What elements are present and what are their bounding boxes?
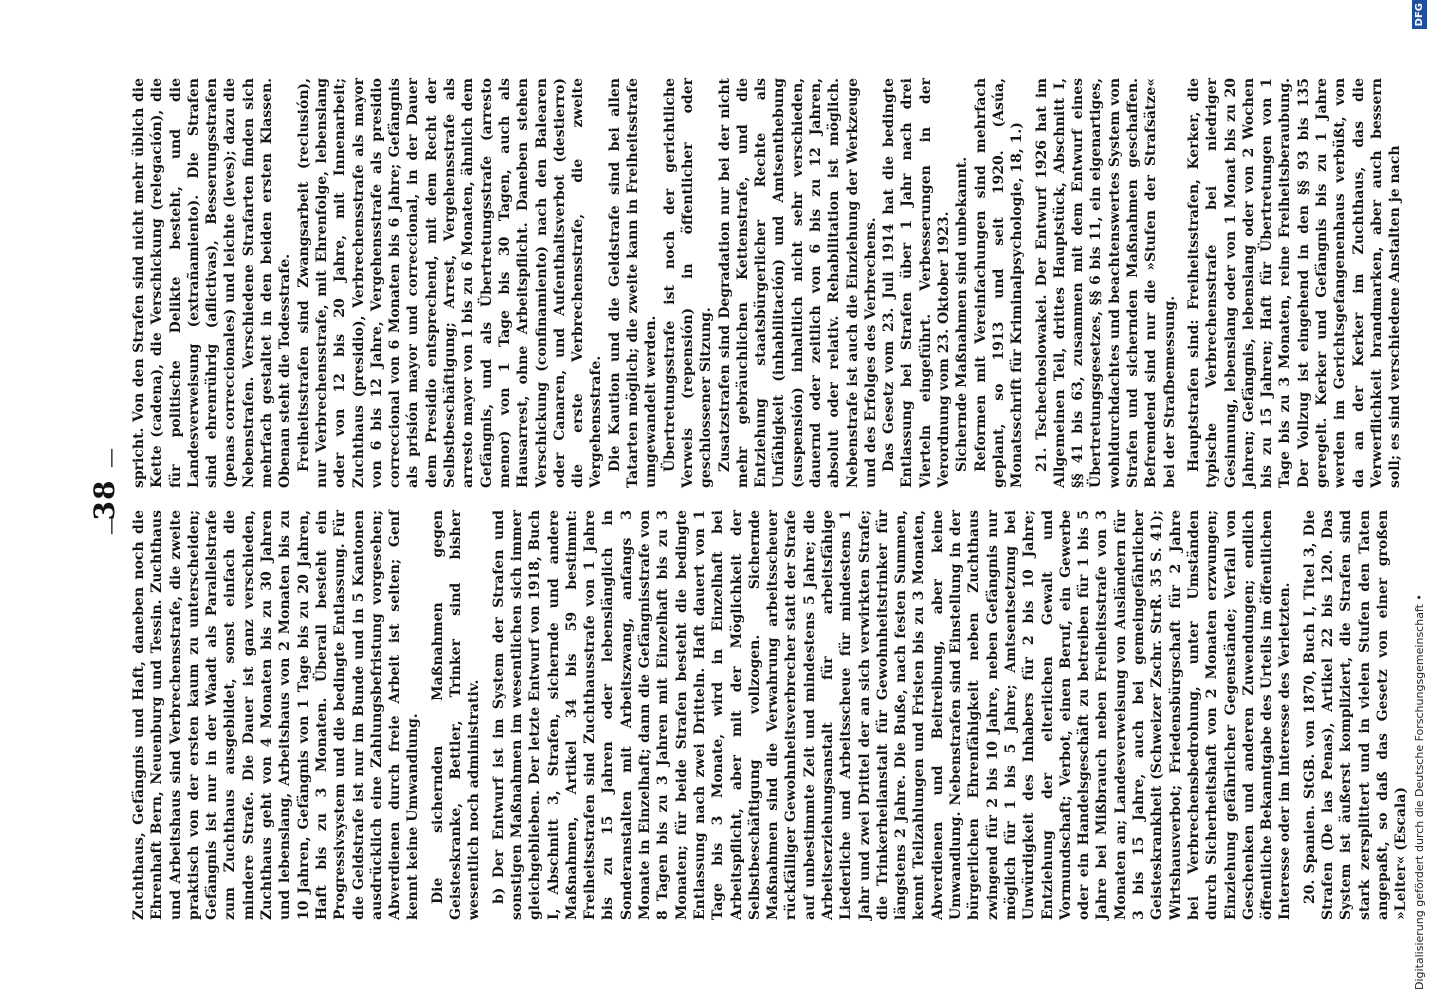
paragraph: Reformen mit Vereinfachungen sind mehrfach geplant, so 1913 und seit 1920. (Asúa, Monatsschrift für Kriminalpsychologie, 18, 1.) — [972, 78, 1026, 488]
paragraph: Freiheitsstrafen sind Zwangsarbeit (reclusión), nur Verbrechensstrafe, mit Ehrenfolge, lebenslang oder von 12 bis 20 Jahre, mit Innenarbeit; Zuchthaus (presidio), Verbrechensstrafe als mayor von 6 bis 12 Jahre, Vergehensstrafe als presidio correccional von 6 Monaten bis 6 Jahre; Gefängnis als prisión mayor und correccional, in der Dauer dem Presidio entsprechend, mit dem Recht der Selbstbeschäftigung; Arrest, Vergehensstrafe als arresto mayor von 1 bis zu 6 Monaten, ähnlich dem Gefängnis, und als Übertretungsstrafe (arresto menor) von 1 Tage bis 30 Tagen, auch als Hausarrest, ohne Arbeitspflicht. Daneben stehen Verschickung (confinamiento) nach den Balearen oder Canaren, und Aufenthaltsverbot (destierro) die erste Verbrechensstrafe, die zweite Vergehensstrafe. — [295, 78, 605, 488]
page-header — [86, 80, 126, 920]
paragraph: 21. Tschechoslowakei. Der Entwurf 1926 hat im Allgemeinen Teil, drittes Hauptstück, Abschnitt I, §§ 41 bis 63, zusammen mit dem Entwurf eines Übertretungsgesetzes, §§ 6 bis 11, ein eigenartiges, wohldurchdachtes und beachtenswertes System von Strafen und sichernden Maßnahmen geschaffen. Befremdend sind nur die »Stufen der Strafsätze« bei der Strafbemessung. — [1033, 78, 1178, 488]
page-number: 38 — [88, 479, 121, 521]
paragraph: Die sichernden Maßnahmen gegen Geisteskranke, Bettler, Trinker sind bisher wesentlich noch administrativ. — [429, 510, 483, 920]
header-dash-right: — — [98, 448, 122, 468]
paragraph: Zuchthaus, Gefängnis und Haft, daneben noch die Ehrenhaft Bern, Neuenburg und Tessin. Zuchthaus und Arbeitshaus sind Verbrechensstrafe, die zweite praktisch von der ersten kaum zu unterscheiden; Gefängnis ist nur in der Waadt als Parallelstrafe zum Zuchthaus ausgebildet, sonst einfach die mindere Strafe. Die Dauer ist ganz verschieden, Zuchthaus geht von 4 Monaten bis zu 30 Jahren und lebenslang, Arbeitshaus von 2 Monaten bis zu 10 Jahren, Gefängnis von 1 Tage bis zu 20 Jahren, Haft bis zu 3 Monaten. Überall besteht ein Progressivsystem und die bedingte Entlassung. Für die Geldstrafe ist nur im Bunde und in 5 Kantonen ausdrücklich eine Zahlungsbefristung vorgesehen; Abverdienen durch freie Arbeit ist selten; Genf kennt keine Umwandlung. — [131, 510, 422, 920]
paragraph: Zusatzstrafen sind Degradation nur bei der nicht mehr gebräuchlichen Kettenstrafe, und die Entziehung staatsbürgerlicher Rechte als Unfähigkeit (inhabilitación) und Amtsenthebung (suspensión) inhaltlich nicht sehr verschieden, dauernd oder zeitlich von 6 bis zu 12 Jahren, absolut oder relativ. Rehabilitation ist möglich. Nebenstrafe ist auch die Einziehung der Werkzeuge und des Erfolges des Verbrechens. — [716, 78, 879, 488]
right-text-column — [130, 78, 1404, 488]
dfg-logo: DFG — [1412, 0, 1427, 29]
paragraph: Sichernde Maßnahmen sind unbekannt. — [954, 156, 971, 472]
paragraph: Hauptstrafen sind: Freiheitsstrafen, Kerker, die typische Verbrechensstrafe bei niedriger Gesinnung, lebenslang oder von 1 Monat bis zu 20 Jahren; Gefängnis, lebenslang oder von 2 Wochen bis zu 15 Jahren; Haft für Übertretungen von 1 Tage bis zu 3 Monaten, reine Freiheitsberaubung. Der Vollzug ist eingehend in den §§ 93 bis 135 geregelt. Kerker und Gefängnis bis zu 1 Jahre werden im Gerichtsgefangenenhaus verbüßt, von da an der Kerker im Zuchthaus, das die Verwerflichkeit brandmarken, aber auch bessern soll; es sind verschiedene Anstalten je nach — [1185, 78, 1404, 488]
paragraph: b) Der Entwurf ist im System der Strafen und sonstigen Maßnahmen im wesentlichen sich immer gleichgeblieben. Der letzte Entwurf von 1918, Buch I, Abschnitt 3, Strafen, sichernde und andere Maßnahmen, Artikel 34 bis 59 bestimmt: Freiheitsstrafen sind Zuchthausstrafe von 1 Jahre bis zu 15 Jahren oder lebenslänglich in Sonderanstalten mit Arbeitszwang, anfangs 3 Monate in Einzelhaft; dann die Gefängnisstrafe von 8 Tagen bis zu 3 Jahren mit Einzelhaft bis zu 3 Monaten; für beide Strafen besteht die bedingte Entlassung nach zwei Dritteln. Haft dauert von 1 Tage bis 3 Monate, wird in Einzelhaft bei Arbeitspflicht, aber mit der Möglichkeit der Selbstbeschäftigung vollzogen. Sichernde Maßnahmen sind die Verwahrung arbeitsscheuer rückfälliger Gewohnheitsverbrecher statt der Strafe auf unbestimmte Zeit und mindestens 5 Jahre; die Arbeitserziehungsanstalt für arbeitsfähige Liederliche und Arbeitsscheue für mindestens 1 Jahr und zwei Drittel der an sich verwirkten Strafe; die Trinkerheilanstalt für Gewohnheitstrinker für längstens 2 Jahre. Die Buße, nach festen Summen, kennt Teilzahlungen und Fristen bis zu 3 Monaten, Abverdienen und Beitreibung, aber keine Umwandlung. Nebenstrafen sind Einstellung in der bürgerlichen Ehrenfähigkeit neben Zuchthaus zwingend für 2 bis 10 Jahre, neben Gefängnis nur möglich für 1 bis 5 Jahre; Amtsentsetzung bei Unwürdigkeit des Inhabers für 2 bis 10 Jahre; Entziehung der elterlichen Gewalt und Vormundschaft; Verbot, einen Beruf, ein Gewerbe oder ein Handelsgeschäft zu betreiben für 1 bis 5 Jahre bei Mißbrauch neben Freiheitsstrafe von 3 Monaten an; Landesverweisung von Ausländern für 3 bis 15 Jahre, auch bei gemeingefährlicher Geisteskrankheit (Schweizer Zschr. StrR. 35 S. 41); Wirtshausverbot; Friedensbürgschaft für 2 Jahre bei Verbrechensbedrohung, unter Umständen durch Sicherheitshaft von 2 Monaten erzwungen; Einziehung gefährlicher Gegenstände; Verfall von Geschenken und anderen Zuwendungen; endlich öffentliche Bekanntgabe des Urteils im öffentlichen Interesse oder im Interesse des Verletzten. — [490, 510, 1294, 920]
paragraph: Das Gesetz vom 23. Juli 1914 hat die bedingte Entlassung bei Strafen über 1 Jahr nach drei Vierteln eingeführt. Verbesserungen in der Verordnung vom 23. Oktober 1923. — [881, 78, 953, 488]
paragraph: 20. Spanien. StGB. von 1870, Buch I, Titel 3, Die Strafen (De las Penas), Artikel 22 bis 120. Das System ist äußerst kompliziert, die Strafen sind stark zersplittert und in vielen Stufen den Taten angepaßt, so daß das Gesetz von einer großen »Leiter« (Escala) — [1301, 510, 1410, 920]
digitization-credit — [1410, 0, 1430, 990]
left-text-column — [130, 510, 1410, 920]
rotated-page-content — [86, 78, 1410, 920]
header-dash-left: — — [98, 515, 122, 535]
paragraph: Übertretungsstrafe ist noch der gerichtliche Verweis (repensión) in öffentlicher oder geschlossener Sitzung. — [661, 78, 715, 488]
paragraph: spricht. Von den Strafen sind nicht mehr üblich die Kette (cadena), die Verschickung (relegación), die für politische Delikte besteht, und die Landesverweisung (extrañamiento). Die Strafen sind ehrenrührig (aflictivas), Besserungsstrafen (penas correccionales) und leichte (leves); dazu die Nebenstrafen. Verschiedene Strafarten finden sich mehrfach gestaltet in den beiden ersten Klassen. Obenan steht die Todesstrafe. — [131, 78, 294, 488]
credit-text: Digitalisierung gefördert durch die Deutsche Forschungsgemeinschaft • — [1413, 594, 1426, 990]
paragraph: Die Kaution und die Geldstrafe sind bei allen Tatarten möglich; die zweite kann in Freiheitsstrafe umgewandelt werden. — [606, 78, 660, 488]
